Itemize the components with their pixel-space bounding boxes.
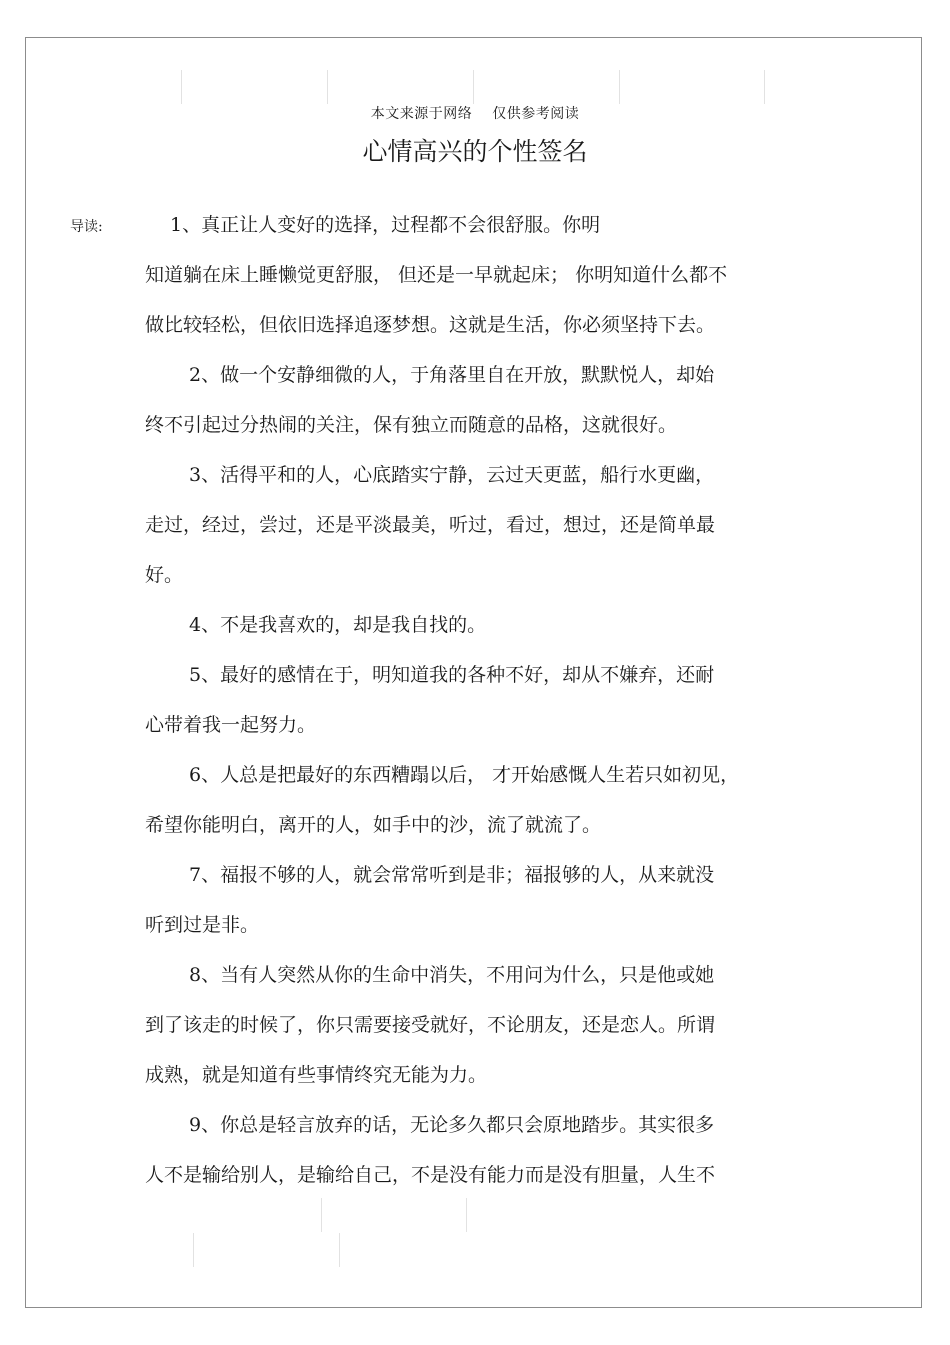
- text-line: 6、人总是把最好的东西糟蹋以后， 才开始感慨人生若只如初见，: [189, 764, 740, 786]
- guide-line: [321, 1198, 322, 1232]
- document-title: 心情高兴的个性签名: [362, 137, 588, 166]
- source-note-header: [0, 103, 950, 123]
- text-line: 5、最好的感情在于，明知道我的各种不好，却从不嫌弃，还耐: [189, 664, 715, 686]
- text-line: 成熟，就是知道有些事情终究无能为力。: [145, 1064, 488, 1086]
- text-line: 到了该走的时候了，你只需要接受就好，不论朋友，还是恋人。所谓: [145, 1014, 716, 1036]
- text-line: 走过，经过，尝过，还是平淡最美，听过，看过，想过，还是简单最: [145, 514, 716, 536]
- text-line: 3、活得平和的人，心底踏实宁静，云过天更蓝，船行水更幽，: [189, 464, 715, 486]
- guide-line: [181, 70, 182, 104]
- text-line: 心带着我一起努力。: [145, 714, 317, 736]
- text-line: 听到过是非。: [145, 914, 260, 936]
- reference-note: 仅供参考阅读: [492, 106, 580, 122]
- guide-line: [764, 70, 765, 104]
- text-line: 知道躺在床上睡懒觉更舒服， 但还是一早就起床； 你明知道什么都不: [145, 264, 728, 286]
- lead-label: 导读:: [70, 219, 103, 235]
- text-line: 希望你能明白，离开的人，如手中的沙，流了就流了。: [145, 814, 602, 836]
- text-line: 9、你总是轻言放弃的话，无论多久都只会原地踏步。其实很多: [189, 1114, 715, 1136]
- text-line: 8、当有人突然从你的生命中消失，不用问为什么，只是他或她: [189, 964, 715, 986]
- guide-line: [339, 1233, 340, 1267]
- text-line: [0, 200, 805, 250]
- guide-line: [473, 70, 474, 104]
- guide-line: [466, 1198, 467, 1232]
- text-line: 好。: [145, 564, 184, 586]
- document-body: [70, 200, 805, 1200]
- text-line: 人不是输给别人，是输给自己，不是没有能力而是没有胆量，人生不: [145, 1164, 716, 1186]
- text-line: 4、不是我喜欢的，却是我自找的。: [189, 614, 487, 636]
- guide-line: [327, 70, 328, 104]
- text-line-content: 1、真正让人变好的选择，过程都不会很舒服。你明: [170, 214, 601, 236]
- text-line: 做比较轻松，但依旧选择追逐梦想。这就是生活，你必须坚持下去。: [145, 314, 716, 336]
- source-note: 本文来源于网络: [370, 106, 473, 122]
- text-line: 2、做一个安静细微的人，于角落里自在开放，默默悦人，却始: [189, 364, 715, 386]
- guide-line: [619, 70, 620, 104]
- text-line: 终不引起过分热闹的关注，保有独立而随意的品格，这就很好。: [145, 414, 678, 436]
- guide-line: [193, 1233, 194, 1267]
- text-line: 7、福报不够的人，就会常常听到是非；福报够的人，从来就没: [189, 864, 715, 886]
